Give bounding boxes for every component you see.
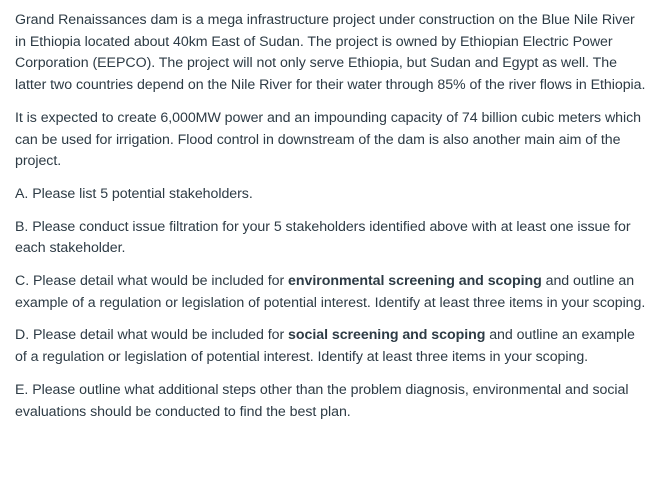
question-d-suffix: and outline an example of a regulation or legislation of potential interest. Identify at least three items in your scoping. xyxy=(15,327,635,366)
question-c-suffix: and outline an example of a regulation or legislation of potential interest. Identify at least three items in your scoping. xyxy=(15,273,646,311)
question-d-prefix: D. Please detail what would be included for xyxy=(15,327,289,344)
question-d-emphasis: social screening and scoping xyxy=(288,327,486,344)
question-d xyxy=(15,325,649,368)
expectation-paragraph: It is expected to create 6,000MW power and an impounding capacity of 74 billion cubic meters which can be used for irrigation. Flood control in downstream of the dam is also another main aim of the project. xyxy=(15,109,641,170)
question-c-prefix: C. Please detail what would be included for xyxy=(15,273,289,290)
intro-paragraph: Grand Renaissances dam is a mega infrastructure project under construction on the Blue Nile River in Ethiopia located about 40km East of Sudan. The project is owned by Ethiopian Electric Power Corporation (EEPCO). The project will not only serve Ethiopia, but Sudan and Egypt as well. The latter two countries depend on the Nile River for their water through 85% of the river flows in Ethiopia. xyxy=(15,12,646,94)
question-e: E. Please outline what additional steps other than the problem diagnosis, environmental and social evaluations should be conducted to find the best plan. xyxy=(15,381,629,420)
question-c-emphasis: environmental screening and scoping xyxy=(288,273,542,290)
question-c xyxy=(15,271,649,314)
question-b: B. Please conduct issue filtration for your 5 stakeholders identified above with at least one issue for each stakeholder. xyxy=(15,218,631,257)
question-a: A. Please list 5 potential stakeholders. xyxy=(15,185,253,202)
